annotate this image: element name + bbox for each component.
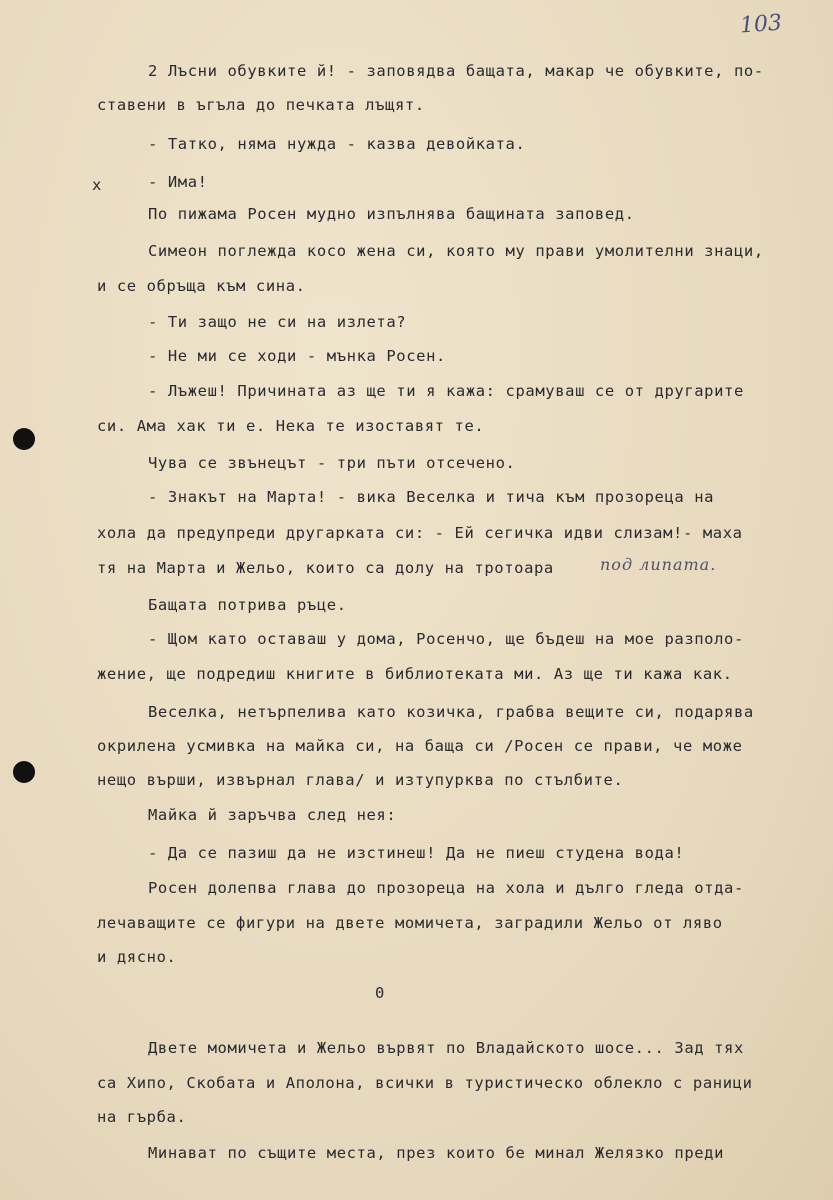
text-line: Минават по същите места, през които бе минал Желязко преди [148,1144,725,1162]
text-line: - Татко, няма нужда - казва девойката. [148,135,526,153]
text-line: - Ти защо не си на излета? [148,313,407,331]
punch-hole-bottom [13,761,35,783]
text-line: - Да се пазиш да не изстинеш! Да не пиеш студена вода! [148,844,685,862]
text-line: Веселка, нетърпелива като козичка, грабва вещите си, подарява [148,703,754,721]
text-line: - Лъжеш! Причината аз ще ти я кажа: срамуваш се от другарите [148,382,744,400]
text-line: Бащата потрива ръце. [148,596,347,614]
text-line: на гърба. [97,1108,187,1126]
text-line: - Не ми се ходи - мънка Росен. [148,347,446,365]
text-line: Симеон поглежда косо жена си, която му прави умолителни знаци, [148,242,764,260]
text-line: ставени в ъгъла до печката лъщят. [97,96,425,114]
text-line: - Има! [148,173,208,191]
text-line: Росен долепва глава до прозореца на хола и дълго гледа отда- [148,879,744,897]
section-separator: 0 [375,984,385,1002]
text-line: си. Ама хак ти е. Нека те изоставят те. [97,417,485,435]
text-line: 2 Лъсни обувките й! - заповядва бащата, макар че обувките, по- [148,62,764,80]
text-line: и се обръща към сина. [97,277,306,295]
text-line: са Хипо, Скобата и Аполона, всички в туристическо облекло с раници [97,1074,753,1092]
text-line: нещо върши, извърнал глава/ и изтупурква по стълбите. [97,771,624,789]
text-line: тя на Марта и Жельо, които са долу на тротоара [97,559,554,577]
text-line: окрилена усмивка на майка си, на баща си /Росен се прави, че може [97,737,743,755]
handwritten-insert: под липата. [600,555,717,574]
text-line: лечаващите се фигури на двете момичета, заградили Жельо от ляво [97,914,723,932]
text-line: Майка й заръчва след нея: [148,806,397,824]
margin-mark: x [92,176,102,194]
text-line: Чува се звънецът - три пъти отсечено. [148,454,516,472]
page-number: 103 [739,10,783,39]
text-line: По пижама Росен мудно изпълнява бащината заповед. [148,205,635,223]
text-line: и дясно. [97,948,177,966]
punch-hole-top [13,428,35,450]
text-line: - Знакът на Марта! - вика Веселка и тича към прозореца на [148,488,715,506]
text-line: - Щом като оставаш у дома, Росенчо, ще бъдеш на мое разполо- [148,630,744,648]
text-line: жение, ще подредиш книгите в библиотеката ми. Аз ще ти кажа как. [97,665,733,683]
text-line: хола да предупреди другарката си: - Ей сегичка идви слизам!- маха [97,524,743,542]
text-line: Двете момичета и Жельо вървят по Владайското шосе... Зад тях [148,1039,744,1057]
